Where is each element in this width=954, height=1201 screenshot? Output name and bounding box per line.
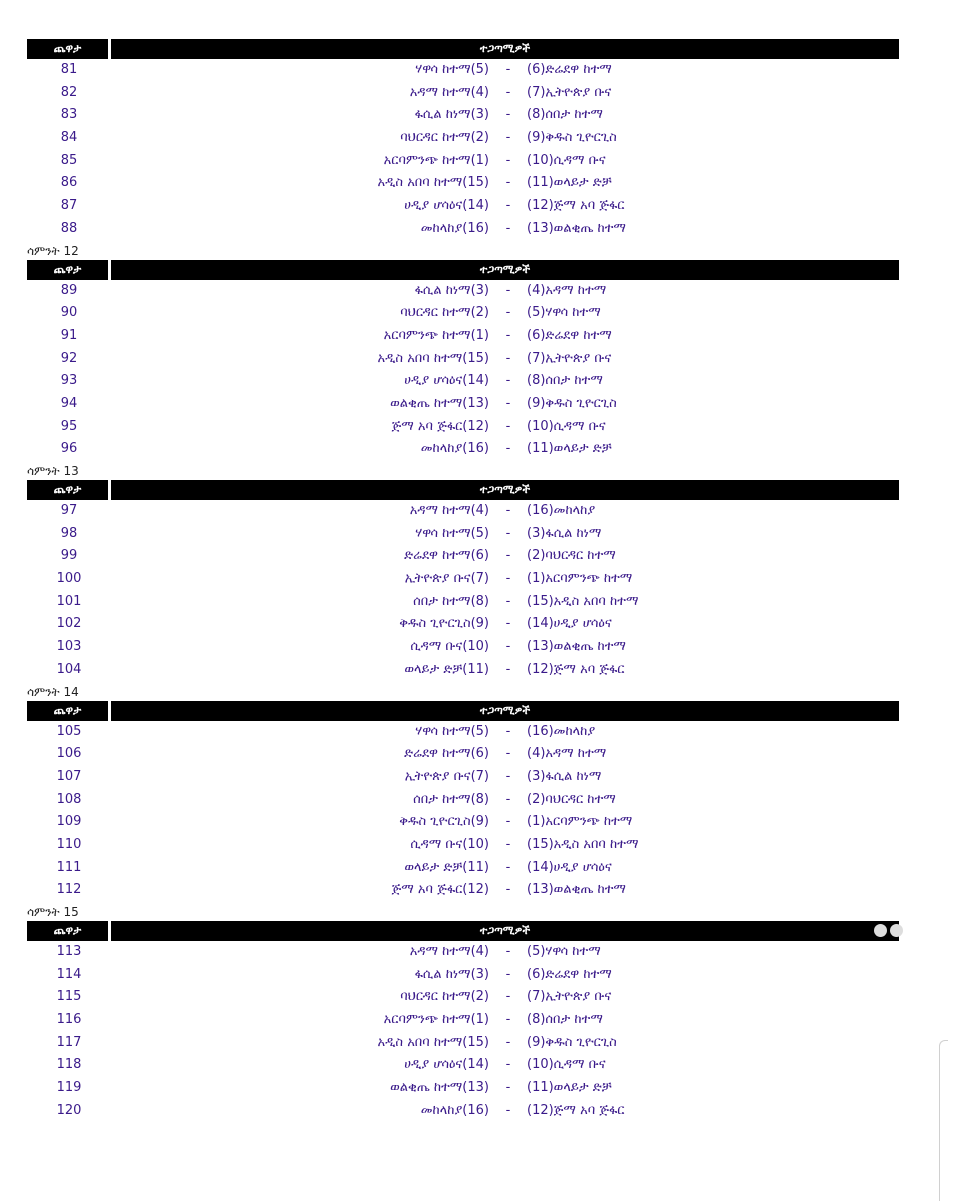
away-team: (2)ባህርዳር ከተማ (527, 548, 616, 564)
game-number: 88 (60, 220, 78, 236)
game-number: 110 (56, 836, 82, 852)
game-number: 101 (56, 593, 82, 609)
away-team: (5)ሃዋሳ ከተማ (527, 305, 601, 321)
separator: - (505, 966, 511, 982)
away-team: (6)ድሬደዋ ከተማ (527, 62, 612, 77)
home-team: መከላከያ(16) (420, 220, 489, 236)
week-label: ሳምንት 12 (27, 243, 79, 258)
separator: - (505, 418, 511, 434)
game-number: 94 (60, 395, 78, 411)
away-team: (9)ቅዱስ ጊዮርጊስ (527, 130, 617, 146)
separator: - (505, 768, 511, 784)
home-team: ፋሲል ከነማ(3) (414, 107, 489, 123)
away-team: (1)አርባምንጭ ከተማ (527, 814, 633, 830)
separator: - (505, 175, 511, 191)
home-team: አዲስ አበባ ከተማ(15) (377, 350, 489, 366)
game-number: 95 (60, 418, 78, 434)
separator: - (505, 503, 511, 518)
separator: - (505, 107, 511, 123)
home-team: ጅማ አባ ጅፋር(12) (391, 418, 489, 434)
home-team: ባህርዳር ከተማ(2) (400, 130, 489, 146)
header-teams (111, 921, 899, 941)
table-row (27, 59, 899, 82)
separator: - (505, 62, 511, 77)
game-number: 109 (56, 814, 82, 830)
week-label: ሳምንት 15 (27, 905, 79, 919)
table-row (27, 986, 899, 1009)
home-team: ፋሲል ከነማ(3) (414, 966, 489, 982)
home-team: አርባምንጭ ከተማ(1) (383, 152, 489, 168)
table-row (27, 82, 899, 105)
table-header (27, 39, 899, 59)
away-team: (16)መከላከያ (527, 503, 596, 518)
table-row (27, 218, 899, 241)
away-team: (6)ድሬደዋ ከተማ (527, 327, 612, 343)
header-teams-label: ተጋጣሚዎች (479, 42, 531, 55)
separator: - (505, 282, 511, 298)
home-team: ቅዱስ ጊዮርጊስ(9) (399, 814, 489, 830)
separator: - (505, 327, 511, 343)
table-row (27, 325, 899, 348)
away-team: (13)ወልቂጤ ከተማ (527, 220, 626, 236)
home-team: ሲዳማ ቡና(10) (410, 639, 489, 655)
table-row (27, 721, 899, 744)
away-team: (13)ወልቂጤ ከተማ (527, 639, 626, 655)
away-team: (12)ጅማ አባ ጅፋር (527, 1102, 625, 1118)
separator: - (505, 616, 511, 632)
away-team: (15)አዲስ አበባ ከተማ (527, 593, 639, 609)
separator: - (505, 593, 511, 609)
game-number: 83 (60, 107, 78, 123)
away-team: (7)ኢትዮጵያ ቡና (527, 350, 612, 366)
header-teams-label: ተጋጣሚዎች (479, 262, 531, 276)
away-team: (12)ጅማ አባ ጅፋር (527, 198, 625, 214)
game-number: 91 (60, 327, 78, 343)
game-number: 104 (56, 661, 82, 677)
separator: - (505, 305, 511, 321)
header-game: ጨዋታ (27, 480, 108, 500)
week-label: ሳምንት 14 (27, 684, 79, 699)
table-row (27, 1032, 899, 1055)
home-team: ሰበታ ከተማ(8) (413, 593, 489, 609)
table-row (27, 568, 899, 591)
table-header (27, 260, 899, 280)
table-row (27, 545, 899, 568)
separator: - (505, 1034, 511, 1050)
separator: - (505, 548, 511, 564)
away-team: (14)ሀዲያ ሆሳዕና (527, 859, 612, 875)
header-teams (111, 480, 899, 500)
game-number: 93 (60, 373, 78, 389)
home-team: ባህርዳር ከተማ(2) (400, 305, 489, 321)
table-row (27, 1054, 899, 1077)
game-number: 106 (56, 746, 82, 762)
home-team: መከላከያ(16) (420, 1102, 489, 1118)
table-row (27, 636, 899, 659)
table-row (27, 150, 899, 173)
game-number: 86 (60, 175, 78, 191)
home-team: ሀዲያ ሆሳዕና(14) (404, 198, 489, 214)
separator: - (505, 836, 511, 852)
home-team: አዳማ ከተማ(4) (409, 503, 489, 518)
game-number: 87 (60, 198, 78, 214)
table-row (27, 280, 899, 303)
table-header (27, 480, 899, 500)
game-number: 102 (56, 616, 82, 632)
away-team: (6)ድሬደዋ ከተማ (527, 966, 612, 982)
game-number: 119 (56, 1080, 82, 1096)
away-team: (10)ሲዳማ ቡና (527, 1057, 606, 1073)
header-game: ጨዋታ (27, 260, 108, 280)
header-teams (111, 260, 899, 280)
game-number: 120 (56, 1102, 82, 1118)
away-team: (2)ባህርዳር ከተማ (527, 791, 616, 807)
table-row (27, 500, 899, 523)
home-team: ሀዲያ ሆሳዕና(14) (404, 373, 489, 389)
away-team: (9)ቅዱስ ጊዮርጊስ (527, 395, 617, 411)
home-team: ወላይታ ድቻ(11) (404, 859, 489, 875)
separator: - (505, 130, 511, 146)
home-team: ወላይታ ድቻ(11) (404, 661, 489, 677)
separator: - (505, 1080, 511, 1096)
table-row (27, 302, 899, 325)
away-team: (7)ኢትዮጵያ ቡና (527, 989, 612, 1005)
table-row (27, 348, 899, 371)
game-number: 97 (60, 503, 78, 518)
table-row (27, 438, 899, 461)
game-number: 114 (56, 966, 82, 982)
separator: - (505, 441, 511, 457)
separator: - (505, 1012, 511, 1028)
away-team: (1)አርባምንጭ ከተማ (527, 571, 633, 587)
separator: - (505, 220, 511, 236)
away-team: (10)ሲዳማ ቡና (527, 152, 606, 168)
separator: - (505, 395, 511, 411)
home-team: ሃዋሳ ከተማ(5) (415, 62, 489, 77)
table-row (27, 743, 899, 766)
away-team: (4)አዳማ ከተማ (527, 746, 607, 762)
separator: - (505, 791, 511, 807)
home-team: አርባምንጭ ከተማ(1) (383, 1012, 489, 1028)
game-number: 112 (56, 882, 82, 898)
week-label: ሳምንት 13 (27, 464, 79, 478)
separator: - (505, 152, 511, 168)
home-team: አዳማ ከተማ(4) (409, 84, 489, 100)
away-team: (7)ኢትዮጵያ ቡና (527, 84, 612, 100)
table-row (27, 370, 899, 393)
game-number: 111 (56, 859, 82, 875)
header-teams-label: ተጋጣሚዎች (479, 483, 531, 496)
away-team: (8)ሰበታ ከተማ (527, 1012, 603, 1028)
separator: - (505, 989, 511, 1005)
separator: - (505, 373, 511, 389)
away-team: (3)ፋሲል ከነማ (527, 768, 602, 784)
home-team: ባህርዳር ከተማ(2) (400, 989, 489, 1005)
away-team: (16)መከላከያ (527, 723, 596, 739)
game-number: 115 (56, 989, 82, 1005)
away-team: (11)ወላይታ ድቻ (527, 1080, 612, 1096)
away-team: (14)ሀዲያ ሆሳዕና (527, 616, 612, 632)
table-row (27, 393, 899, 416)
table-row (27, 591, 899, 614)
separator: - (505, 746, 511, 762)
home-team: አርባምንጭ ከተማ(1) (383, 327, 489, 343)
game-number: 100 (56, 571, 82, 587)
game-number: 82 (60, 84, 78, 100)
header-game: ጨዋታ (27, 921, 108, 941)
home-team: ፋሲል ከነማ(3) (414, 282, 489, 298)
game-number: 117 (56, 1034, 82, 1050)
separator: - (505, 571, 511, 587)
home-team: ሲዳማ ቡና(10) (410, 836, 489, 852)
game-number: 89 (60, 282, 78, 298)
table-row (27, 879, 899, 902)
game-number: 96 (60, 441, 78, 457)
header-teams (111, 39, 899, 59)
table-header (27, 701, 899, 721)
table-row (27, 523, 899, 546)
separator: - (505, 1057, 511, 1073)
home-team: ኢትዮጵያ ቡና(7) (404, 571, 489, 587)
away-team: (15)አዲስ አበባ ከተማ (527, 836, 639, 852)
separator: - (505, 198, 511, 214)
game-number: 81 (60, 62, 78, 77)
away-team: (4)አዳማ ከተማ (527, 282, 607, 298)
home-team: አዲስ አበባ ከተማ(15) (377, 1034, 489, 1050)
table-row (27, 416, 899, 439)
game-number: 90 (60, 305, 78, 321)
home-team: ሀዲያ ሆሳዕና(14) (404, 1057, 489, 1073)
separator: - (505, 525, 511, 541)
away-team: (12)ጅማ አባ ጅፋር (527, 661, 625, 677)
away-team: (10)ሲዳማ ቡና (527, 418, 606, 434)
home-team: ቅዱስ ጊዮርጊስ(9) (399, 616, 489, 632)
home-team: ወልቂጤ ከተማ(13) (390, 395, 489, 411)
game-number: 98 (60, 525, 78, 541)
game-number: 92 (60, 350, 78, 366)
scrollbar[interactable] (939, 1040, 948, 1201)
game-number: 113 (56, 944, 82, 959)
home-team: ድሬደዋ ከተማ(6) (404, 548, 489, 564)
separator: - (505, 661, 511, 677)
table-row (27, 834, 899, 857)
table-row (27, 1100, 899, 1123)
separator: - (505, 723, 511, 739)
separator: - (505, 944, 511, 959)
separator: - (505, 639, 511, 655)
game-number: 107 (56, 768, 82, 784)
table-row (27, 964, 899, 987)
game-number: 105 (56, 723, 82, 739)
table-row (27, 195, 899, 218)
loading-dot-icon (874, 924, 887, 937)
table-row (27, 1009, 899, 1032)
separator: - (505, 1102, 511, 1118)
home-team: ድሬደዋ ከተማ(6) (404, 746, 489, 762)
loading-dot-icon (890, 924, 903, 937)
away-team: (3)ፋሲል ከነማ (527, 525, 602, 541)
game-number: 85 (60, 152, 78, 168)
header-teams (111, 701, 899, 721)
header-game: ጨዋታ (27, 701, 108, 721)
home-team: መከላከያ(16) (420, 441, 489, 457)
away-team: (11)ወላይታ ድቻ (527, 441, 612, 457)
away-team: (13)ወልቂጤ ከተማ (527, 882, 626, 898)
game-number: 118 (56, 1057, 82, 1073)
game-number: 84 (60, 130, 78, 146)
home-team: አዳማ ከተማ(4) (409, 944, 489, 959)
away-team: (9)ቅዱስ ጊዮርጊስ (527, 1034, 617, 1050)
fixtures-list (27, 39, 899, 1123)
home-team: ሃዋሳ ከተማ(5) (415, 525, 489, 541)
table-row (27, 613, 899, 636)
game-number: 116 (56, 1012, 82, 1028)
table-row (27, 857, 899, 880)
table-row (27, 766, 899, 789)
away-team: (8)ሰበታ ከተማ (527, 373, 603, 389)
game-number: 108 (56, 791, 82, 807)
table-row (27, 104, 899, 127)
table-row (27, 1077, 899, 1100)
table-header (27, 921, 899, 941)
separator: - (505, 84, 511, 100)
header-teams-label: ተጋጣሚዎች (479, 703, 531, 717)
home-team: ሰበታ ከተማ(8) (413, 791, 489, 807)
away-team: (8)ሰበታ ከተማ (527, 107, 603, 123)
table-row (27, 941, 899, 964)
game-number: 103 (56, 639, 82, 655)
header-teams-label: ተጋጣሚዎች (479, 924, 531, 937)
home-team: ኢትዮጵያ ቡና(7) (404, 768, 489, 784)
away-team: (11)ወላይታ ድቻ (527, 175, 612, 191)
table-row (27, 127, 899, 150)
separator: - (505, 859, 511, 875)
separator: - (505, 882, 511, 898)
table-row (27, 811, 899, 834)
table-row (27, 789, 899, 812)
home-team: አዲስ አበባ ከተማ(15) (377, 175, 489, 191)
table-row (27, 172, 899, 195)
separator: - (505, 814, 511, 830)
away-team: (5)ሃዋሳ ከተማ (527, 944, 601, 959)
game-number: 99 (60, 548, 78, 564)
separator: - (505, 350, 511, 366)
home-team: ጅማ አባ ጅፋር(12) (391, 882, 489, 898)
home-team: ሃዋሳ ከተማ(5) (415, 723, 489, 739)
header-game: ጨዋታ (27, 39, 108, 59)
home-team: ወልቂጤ ከተማ(13) (390, 1080, 489, 1096)
table-row (27, 659, 899, 682)
